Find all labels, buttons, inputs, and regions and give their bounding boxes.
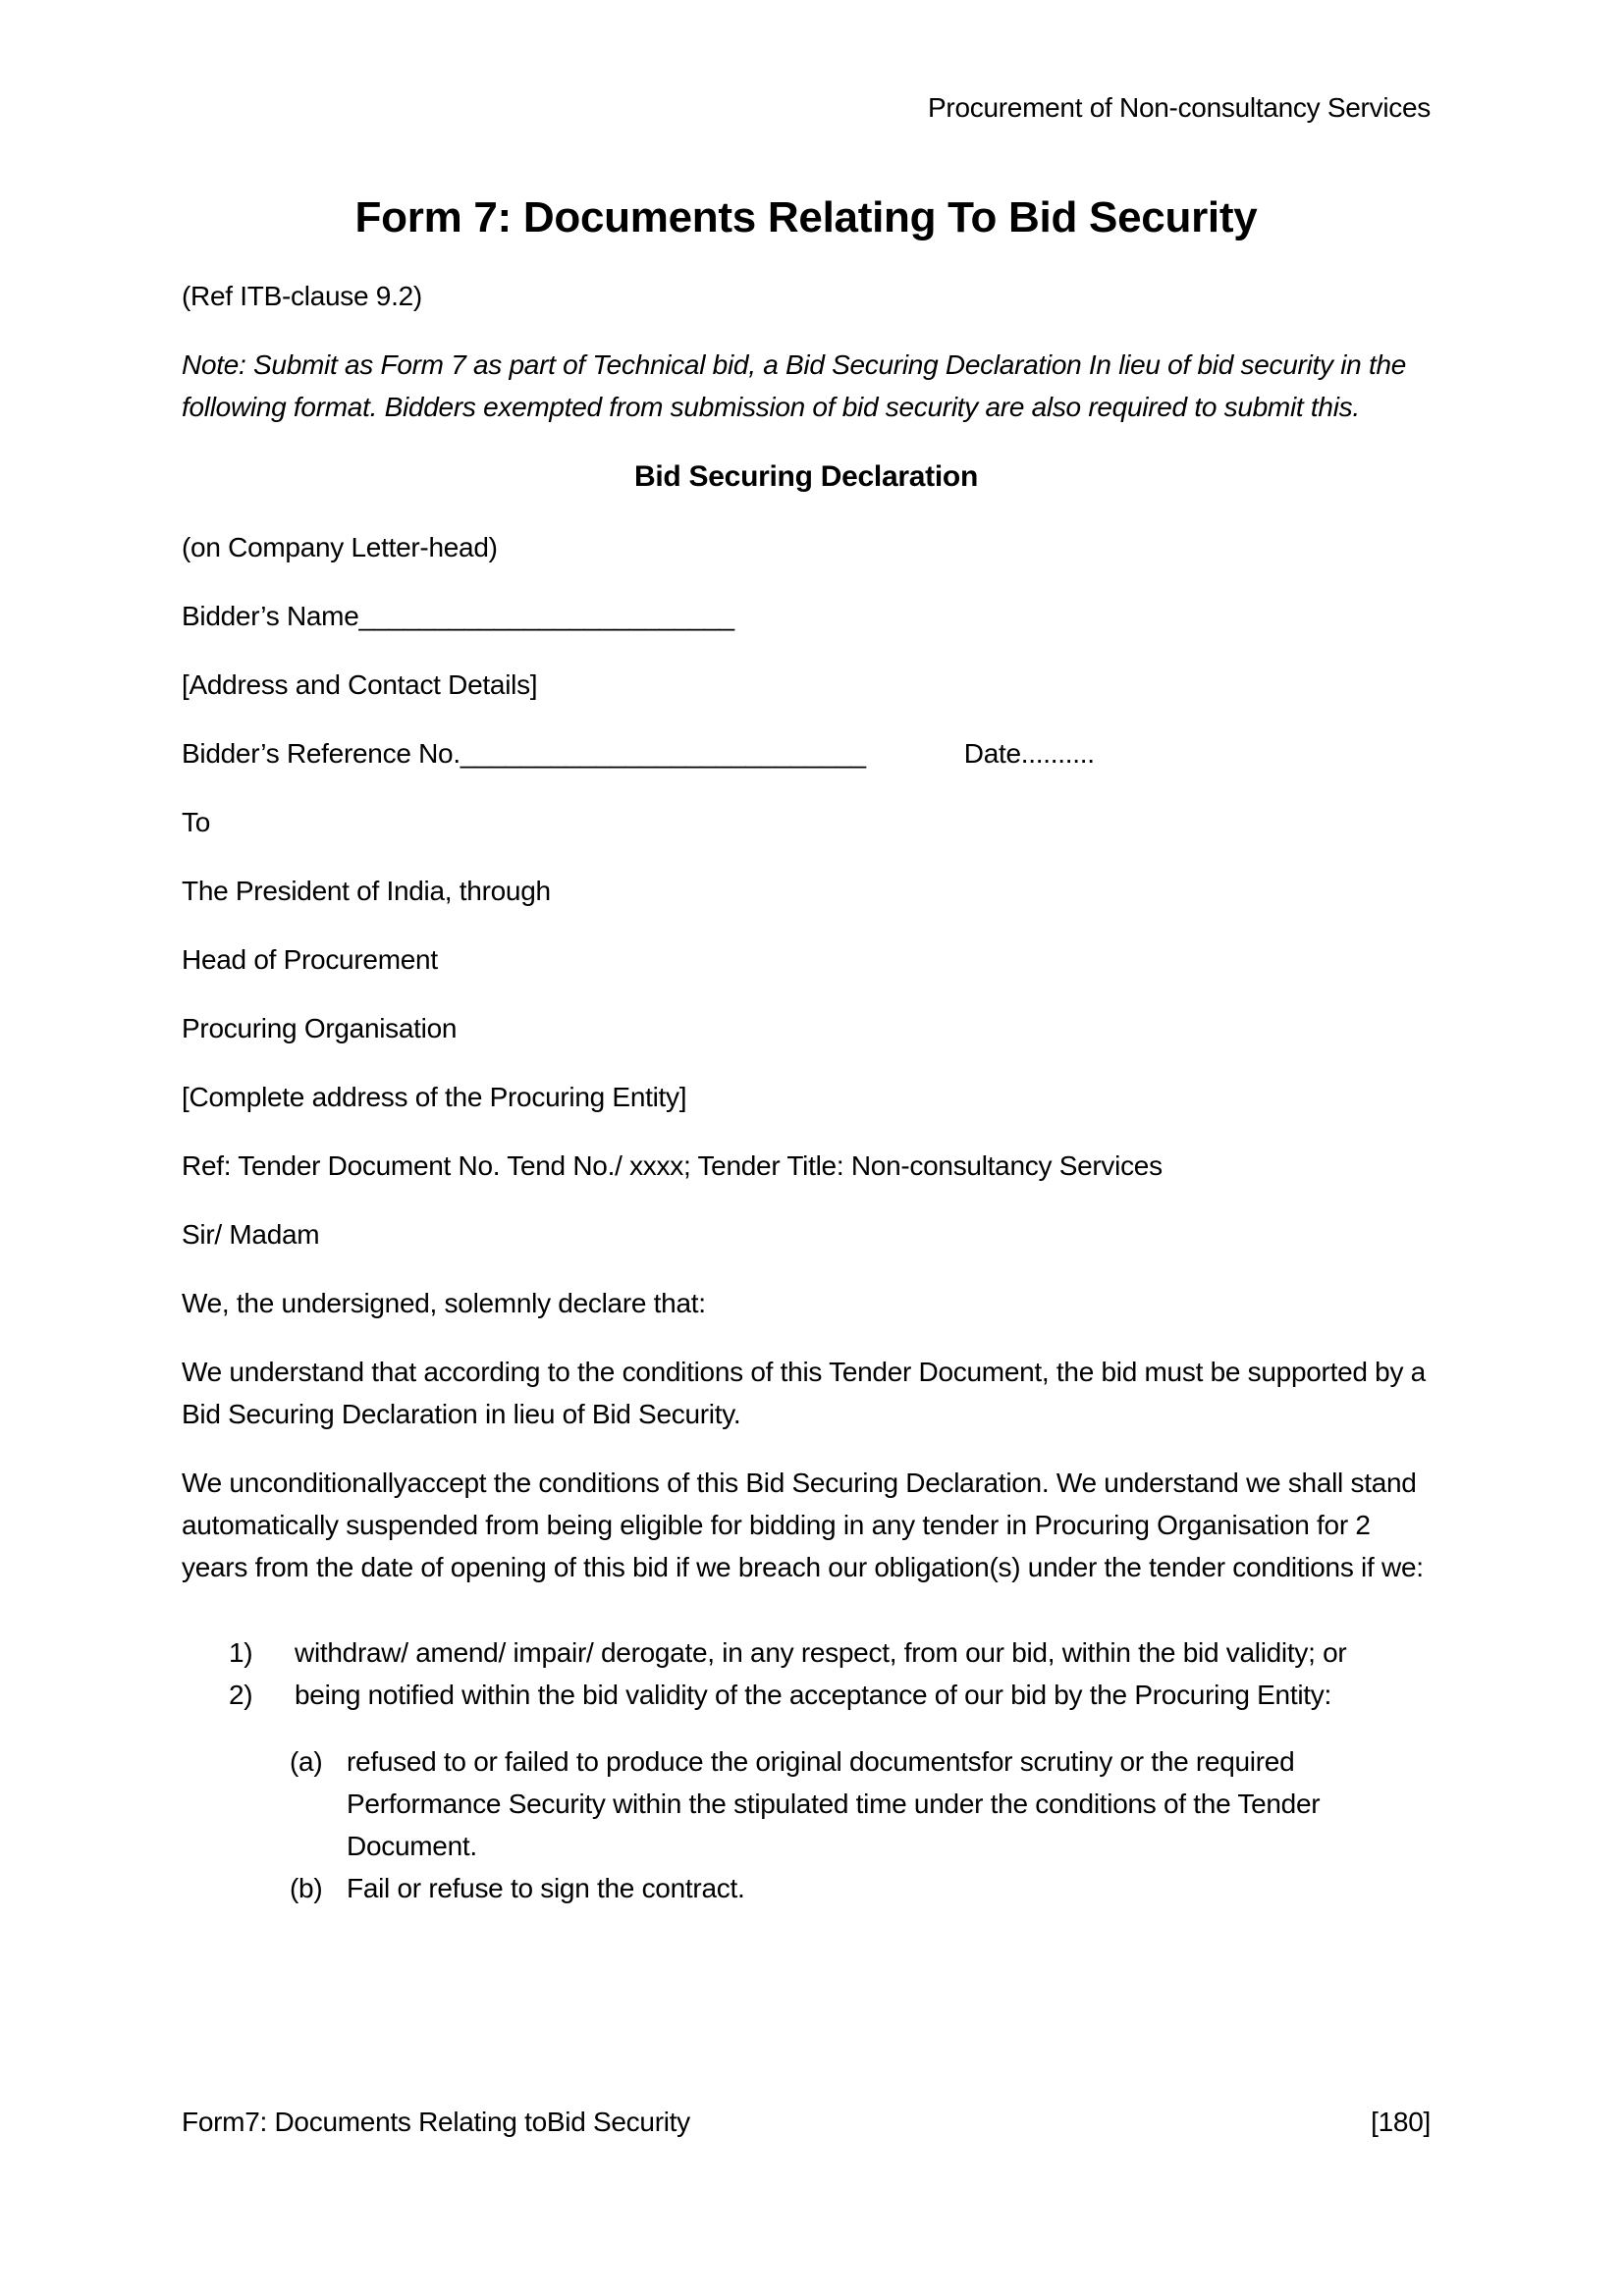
reference-date-row bbox=[182, 732, 1431, 774]
list-item bbox=[182, 1740, 1431, 1867]
list-item bbox=[182, 1631, 1431, 1674]
declaration-intro: We, the undersigned, solemnly declare that: bbox=[182, 1288, 706, 1318]
itb-clause-reference: (Ref ITB-clause 9.2) bbox=[182, 281, 422, 311]
list-item-marker: 1) bbox=[229, 1637, 253, 1668]
list-item bbox=[182, 1867, 1431, 1909]
list-item-marker: (a) bbox=[290, 1746, 323, 1777]
footer-page-number: [180] bbox=[1371, 2107, 1431, 2137]
document-title: Form 7: Documents Relating To Bid Security bbox=[354, 193, 1258, 241]
submission-note: Note: Submit as Form 7 as part of Technical bid, a Bid Securing Declaration In lieu of bid security in the following format. Bidders exempted from submission of bid security are also required to submit this. bbox=[182, 349, 1407, 422]
date-field: Date.......... bbox=[963, 738, 1095, 769]
declaration-subheading: Bid Securing Declaration bbox=[633, 460, 979, 493]
reference-number-line bbox=[182, 732, 866, 774]
address-placeholder: [Address and Contact Details] bbox=[182, 669, 538, 700]
list-item bbox=[182, 1674, 1431, 1716]
bidder-name-label: Bidder’s Name bbox=[182, 601, 359, 631]
addressee-line-3: Procuring Organisation bbox=[182, 1013, 458, 1043]
declaration-paragraph-2: We unconditionallyaccept the conditions of this Bid Securing Declaration. We understand we shall stand automatically suspended from being eligible for bidding in any tender in Procuring Organisation for 2 years from the date of opening of this bid if we breach our obligation(s) under the tender conditions if we: bbox=[182, 1468, 1424, 1582]
list-item-text: Fail or refuse to sign the contract. bbox=[347, 1873, 745, 1903]
page-header: Procurement of Non-consultancy Services bbox=[928, 92, 1431, 123]
list-item-text: being notified within the bid validity of the acceptance of our bid by the Procuring Entity: bbox=[295, 1680, 1331, 1710]
list-item-marker: 2) bbox=[229, 1680, 253, 1710]
list-item-text: withdraw/ amend/ impair/ derogate, in any respect, from our bid, within the bid validity; or bbox=[295, 1637, 1347, 1668]
list-item-marker: (b) bbox=[290, 1873, 323, 1903]
letterhead-note: (on Company Letter-head) bbox=[182, 532, 498, 562]
declaration-paragraph-1: We understand that according to the conditions of this Tender Document, the bid must be supported by a Bid Securing Declaration in lieu of Bid Security. bbox=[182, 1357, 1426, 1429]
footer-title: Form7: Documents Relating toBid Security bbox=[182, 2107, 690, 2137]
lettered-list bbox=[182, 1740, 1431, 1909]
addressee-line-2: Head of Procurement bbox=[182, 944, 438, 975]
tender-reference-line: Ref: Tender Document No. Tend No./ xxxx; Tender Title: Non-consultancy Services bbox=[182, 1150, 1163, 1181]
reference-number-blank: ___________________________ bbox=[460, 738, 866, 769]
bidder-name-line bbox=[182, 595, 1431, 637]
bidder-name-blank: _________________________ bbox=[358, 601, 734, 631]
to-label: To bbox=[182, 807, 211, 837]
reference-number-label: Bidder’s Reference No. bbox=[182, 738, 460, 769]
addressee-line-4: [Complete address of the Procuring Entity] bbox=[182, 1082, 687, 1112]
addressee-line-1: The President of India, through bbox=[182, 876, 551, 906]
list-item-text: refused to or failed to produce the original documentsfor scrutiny or the required Performance Security within the stipulated time under the conditions of the Tender Document. bbox=[347, 1746, 1321, 1861]
numbered-list bbox=[182, 1631, 1431, 1716]
page-footer bbox=[182, 2101, 1431, 2143]
salutation: Sir/ Madam bbox=[182, 1219, 320, 1250]
